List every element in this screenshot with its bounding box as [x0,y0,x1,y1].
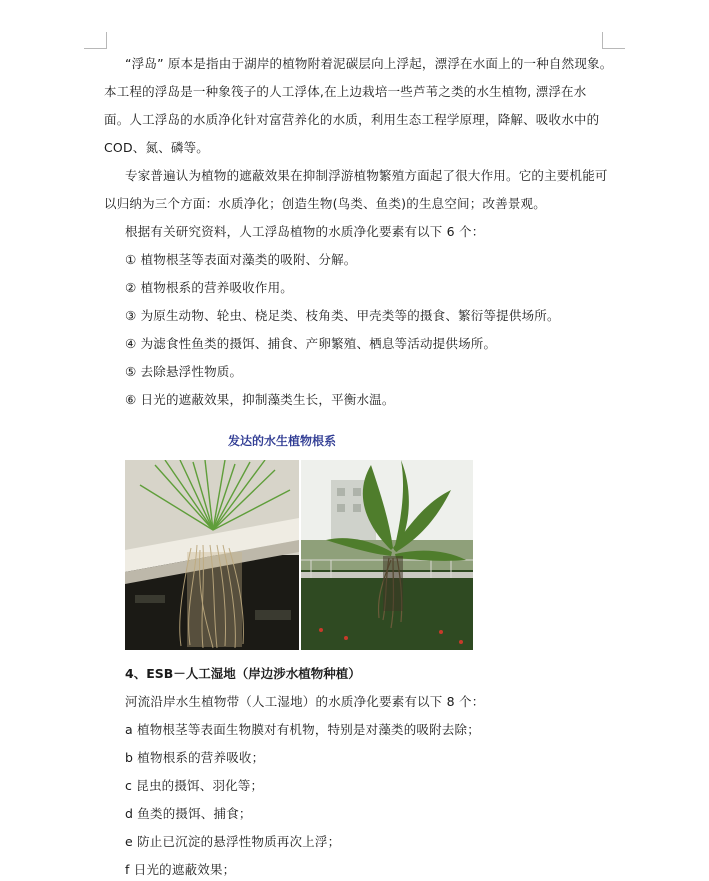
paragraph2-line2: 以归纳为三个方面：水质净化；创造生物(鸟类、鱼类)的生息空间；改善景观。 [104,196,546,211]
root-photo-left [125,460,299,650]
wetland-factor-item: c 昆虫的摄饵、羽化等； [125,778,264,793]
paragraph1-line1: “浮岛” 原本是指由于湖岸的植物附着泥碳层向上浮起，漂浮在水面上的一种自然现象。 [125,56,613,71]
floating-island-factor-item: ③ 为原生动物、轮虫、桡足类、枝角类、甲壳类等的摄食、繁衍等提供场所。 [125,308,560,323]
paragraph3: 根据有关研究资料，人工浮岛植物的水质净化要素有以下 6 个： [125,224,485,239]
wetland-factor-item: f 日光的遮蔽效果； [125,862,236,877]
paragraph1-line3: 面。人工浮岛的水质净化针对富营养化的水质，利用生态工程学原理，降解、吸收水中的 [104,112,600,127]
floating-island-factor-item: ⑤ 去除悬浮性物质。 [125,364,243,379]
wetland-factor-item: a 植物根茎等表面生物膜对有机物，特别是对藻类的吸附去除； [125,722,480,737]
wetland-factor-item: b 植物根系的营养吸收； [125,750,265,765]
floating-island-factor-item: ① 植物根茎等表面对藻类的吸附、分解。 [125,252,357,267]
root-photo-right [301,460,473,650]
wetland-factor-item: d 鱼类的摄饵、捕食； [125,806,252,821]
wetland-factor-item: e 防止已沉淀的悬浮性物质再次上浮； [125,834,341,849]
page-margin-corner-top-left [84,32,107,49]
figure-caption: 发达的水生植物根系 [228,434,337,448]
floating-island-factor-item: ④ 为滤食性鱼类的摄饵、捕食、产卵繁殖、栖息等活动提供场所。 [125,336,497,351]
section4-heading: 4、ESB－人工湿地（岸边涉水植物种植） [125,666,361,681]
paragraph2-line1: 专家普遍认为植物的遮蔽效果在抑制浮游植物繁殖方面起了很大作用。它的主要机能可 [125,168,608,183]
page-margin-corner-top-right [602,32,625,49]
paragraph1-line4: COD、氮、磷等。 [104,140,209,155]
floating-island-factor-item: ⑥ 日光的遮蔽效果，抑制藻类生长，平衡水温。 [125,392,395,407]
paragraph1-line2: 本工程的浮岛是一种象筏子的人工浮体,在上边栽培一些芦苇之类的水生植物, 漂浮在水 [104,84,587,99]
floating-island-factor-item: ② 植物根系的营养吸收作用。 [125,280,293,295]
section4-intro: 河流沿岸水生植物带（人工湿地）的水质净化要素有以下 8 个： [125,694,485,709]
